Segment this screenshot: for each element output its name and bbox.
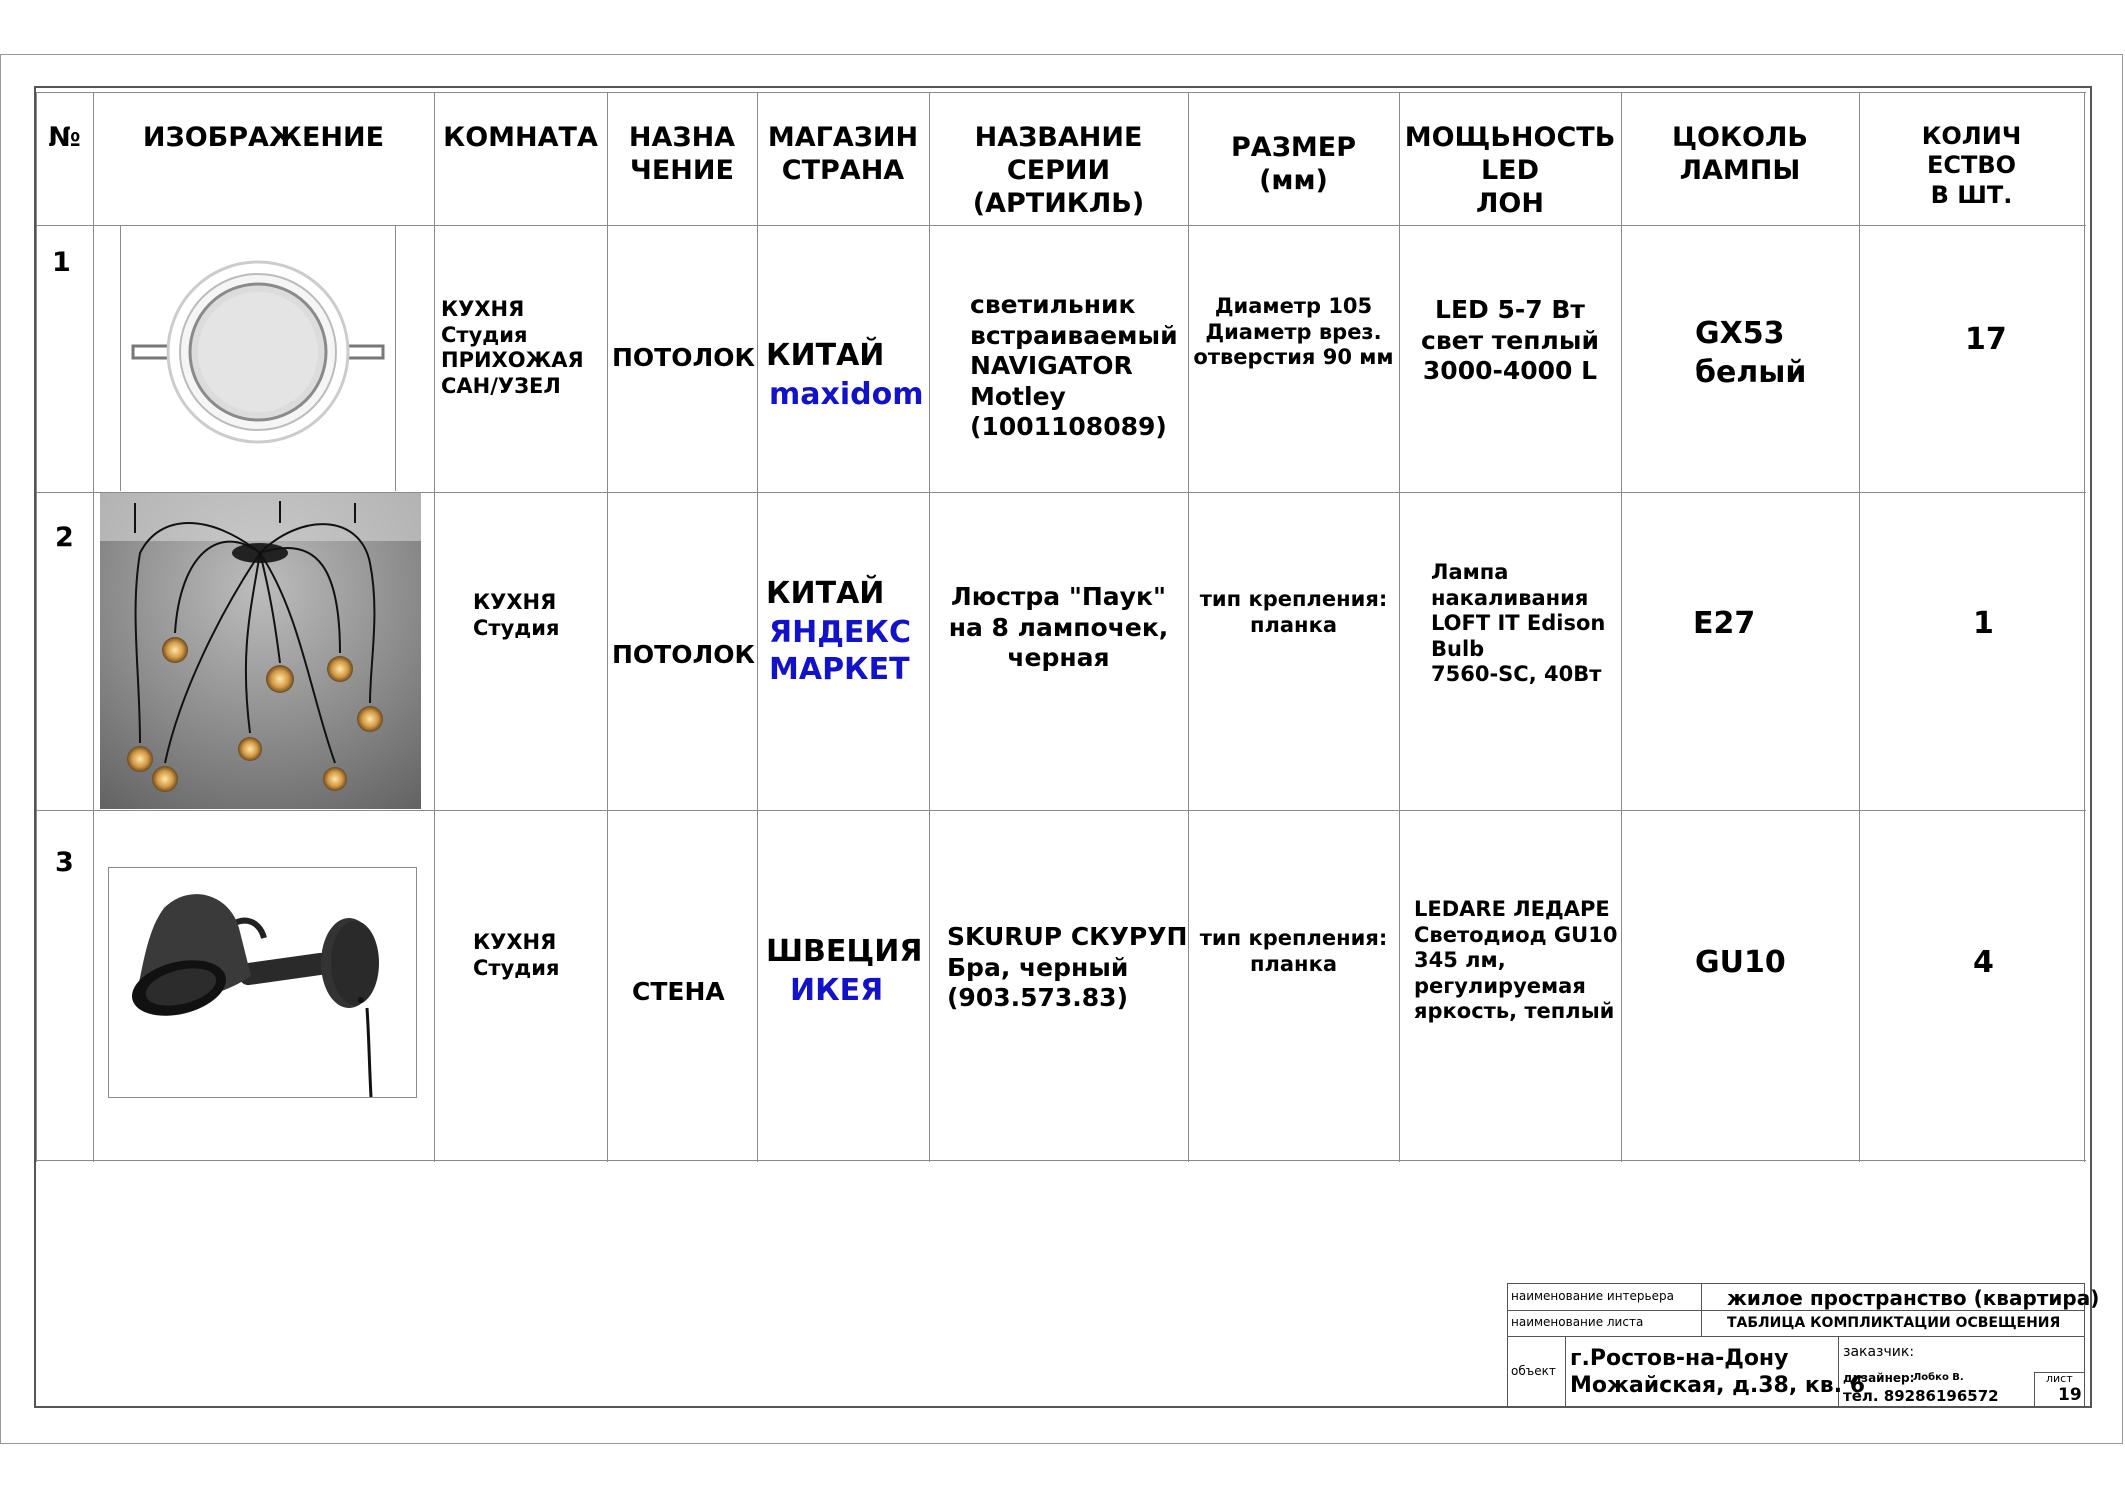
row-3-power: LEDARE ЛЕДАРЕ Светодиод GU10 345 лм, регулируемая яркость, теплый — [1414, 897, 1618, 1024]
object-city: г.Ростов-на-Дону — [1570, 1346, 1789, 1371]
row-3-country: ШВЕЦИЯ — [766, 934, 923, 969]
wall-lamp-icon — [109, 868, 416, 1097]
sheet-name-label: наименование листа — [1511, 1315, 1644, 1329]
row-2-country: КИТАЙ — [766, 576, 885, 611]
header-series: НАЗВАНИЕ СЕРИИ (АРТИКЛЬ) — [972, 122, 1145, 219]
row-2-size: тип крепления: планка — [1199, 587, 1388, 637]
header-shop: МАГАЗИН СТРАНА — [767, 122, 919, 186]
header-image: ИЗОБРАЖЕНИЕ — [142, 122, 385, 153]
header-num: № — [48, 122, 81, 153]
object-label: объект — [1511, 1364, 1556, 1378]
sheet-name-value: ТАБЛИЦА КОМПЛИКТАЦИИ ОСВЕЩЕНИЯ — [1727, 1315, 2061, 1331]
recessed-spotlight-icon — [121, 226, 395, 491]
header-room: КОМНАТА — [443, 122, 598, 153]
row-1-size: Диаметр 105 Диаметр врез. отверстия 90 мм — [1193, 294, 1394, 370]
row-3-size: тип крепления: планка — [1199, 926, 1388, 976]
interior-value: жилое пространство (квартира) — [1727, 1286, 2100, 1310]
row-3-room: КУХНЯ Студия — [473, 930, 560, 980]
customer-label: заказчик: — [1843, 1344, 1915, 1360]
row-1-country: КИТАЙ — [766, 338, 885, 373]
interior-label: наименование интерьера — [1511, 1289, 1674, 1303]
row-3-shop-link[interactable]: ИКЕЯ — [790, 973, 884, 1008]
row-1-num: 1 — [52, 247, 71, 278]
row-1-qty: 17 — [1965, 322, 2007, 357]
row-1-series: светильник встраиваемый NAVIGATOR Motley (1001108089) — [970, 290, 1178, 441]
spider-chandelier-icon — [100, 493, 421, 809]
row-3-num: 3 — [55, 847, 74, 878]
header-qty: КОЛИЧ ЕСТВО В ШТ. — [1921, 122, 2022, 209]
row-1-image — [120, 226, 396, 491]
header-socket: ЦОКОЛЬ ЛАМПЫ — [1671, 122, 1809, 186]
header-power: МОЩЬНОСТЬ LED ЛОН — [1404, 122, 1616, 219]
sheet-number: 19 — [2058, 1385, 2082, 1405]
row-1-socket: GX53 белый — [1695, 316, 1807, 390]
row-2-shop-link[interactable]: ЯНДЕКС МАРКЕТ — [769, 615, 911, 687]
row-1-purpose: ПОТОЛОК — [612, 343, 755, 372]
title-block — [1507, 1283, 2100, 1407]
row-2-image — [100, 493, 421, 809]
row-3-purpose: СТЕНА — [632, 977, 725, 1006]
header-size: РАЗМЕР (мм) — [1231, 132, 1356, 196]
lighting-table — [36, 92, 2086, 1162]
designer-label: дизайнер: — [1843, 1371, 1915, 1385]
designer-name: Лобко В. — [1913, 1372, 1964, 1383]
row-2-num: 2 — [55, 522, 74, 553]
row-2-room: КУХНЯ Студия — [473, 590, 560, 640]
row-3-series: SKURUP СКУРУП Бра, черный (903.573.83) — [947, 922, 1188, 1012]
row-1-power: LED 5-7 Вт свет теплый 3000-4000 L — [1421, 295, 1599, 385]
row-3-qty: 4 — [1973, 945, 1994, 980]
row-2-power: Лампа накаливания LOFT IT Edison Bulb 7560-SC, 40Вт — [1431, 560, 1606, 687]
row-1-room: КУХНЯ Студия ПРИХОЖАЯ САН/УЗЕЛ — [441, 297, 584, 398]
row-2-series: Люстра "Паук" на 8 лампочек, черная — [948, 582, 1169, 672]
row-2-socket: E27 — [1693, 606, 1756, 641]
row-3-socket: GU10 — [1695, 945, 1786, 980]
row-2-purpose: ПОТОЛОК — [612, 640, 755, 669]
row-1-shop-link[interactable]: maxidom — [769, 377, 924, 412]
row-2-qty: 1 — [1973, 606, 1994, 641]
header-purpose: НАЗНА ЧЕНИЕ — [628, 122, 736, 186]
row-3-image — [108, 867, 417, 1098]
sheet-number-label: лист — [2046, 1372, 2073, 1385]
object-address: Можайская, д.38, кв. 6 — [1570, 1373, 1866, 1398]
designer-phone: тел. 89286196572 — [1843, 1387, 1999, 1405]
